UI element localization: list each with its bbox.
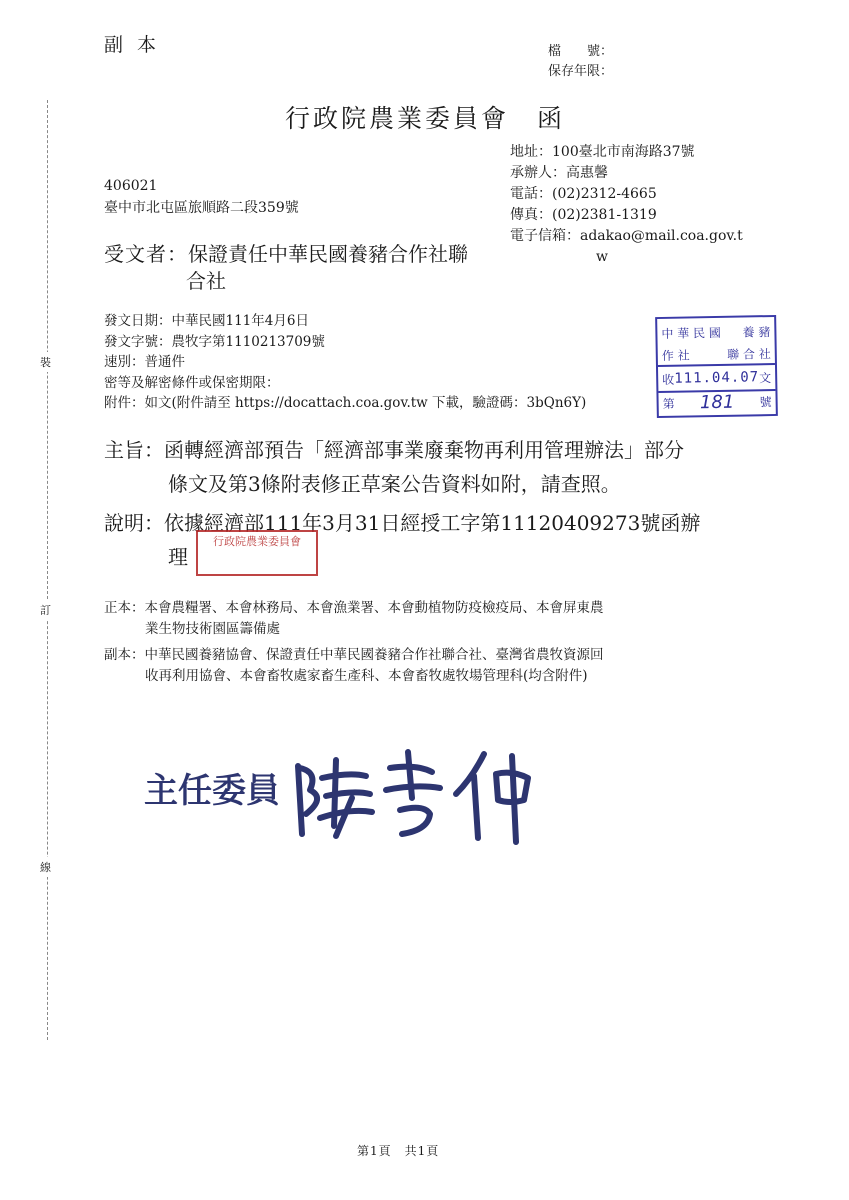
fax: 傳真：(02)2381-1319 (510, 207, 657, 223)
postal-code: 406021 (104, 178, 158, 194)
copy-recipients-line-1: 中華民國養豬協會、保證責任中華民國養豬合作社聯合社、臺灣省農牧資源回 (144, 647, 604, 663)
document-title: 行政院農業委員會 函 (285, 104, 566, 133)
email-line-1: 電子信箱：adakao@mail.coa.gov.t (510, 228, 743, 244)
copy-recipients-line-2: 收再利用協會、本會畜牧處家畜生產科、本會畜牧處牧場管理科(均含附件) (145, 668, 588, 684)
subject-line-1: 函轉經濟部預告「經濟部事業廢棄物再利用管理辦法」部分 (164, 438, 684, 462)
binding-mark-xian: 線 (40, 857, 51, 877)
street-address: 臺中市北屯區旅順路二段359號 (104, 200, 299, 216)
recipient-label: 受文者： (104, 242, 188, 266)
subject-label: 主旨： (104, 438, 164, 462)
stamp-no-label-right: 號 (759, 395, 772, 410)
handler: 承辦人：高惠馨 (510, 165, 608, 181)
explanation-label: 說明： (104, 511, 164, 535)
stamp-date: 111.04.07 (674, 369, 760, 387)
retention-label: 保存年限： (548, 64, 614, 79)
chairman-signature (140, 738, 560, 848)
stamp-org-bottom-left: 作 社 (661, 347, 690, 363)
document-meta (104, 311, 586, 414)
stamp-side-right: 文 (759, 370, 772, 385)
attachment: 附件：如文(附件請至 https://docattach.coa.gov.tw 下載，驗證碼：3bQn6Y) (104, 395, 587, 411)
signature-title: 主任委員 (144, 771, 280, 811)
copy-recipients-label: 副本： (104, 647, 145, 663)
binding-mark-ding: 訂 (40, 600, 51, 620)
stamp-org-right-top: 養 豬 (742, 324, 771, 340)
main-recipients-line-2: 業生物技術園區籌備處 (145, 621, 280, 637)
recipient-line-2: 合社 (186, 269, 226, 293)
issue-date: 發文日期：中華民國111年4月6日 (104, 313, 309, 329)
stamp-no-label-left: 第 (662, 396, 675, 411)
signature-name-strokes (298, 752, 528, 842)
seal-text: 行政院農業委員會 (213, 535, 301, 548)
sender-contact (510, 142, 780, 268)
received-stamp (655, 315, 778, 418)
subject-line-2: 條文及第3條附表修正草案公告資料如附，請查照。 (168, 472, 621, 496)
secrecy: 密等及解密條件或保密期限： (104, 374, 280, 391)
main-recipients-line-1: 本會農糧署、本會林務局、本會漁業署、本會動植物防疫檢疫局、本會屏東農 (144, 600, 604, 616)
sender-address: 地址：100臺北市南海路37號 (510, 144, 695, 160)
stamp-number: 181 (699, 391, 735, 414)
binding-mark-zhuang: 裝 (40, 352, 51, 372)
email-line-2: w (596, 249, 608, 265)
file-number-label: 檔 號： (548, 44, 614, 59)
subject (104, 433, 774, 501)
recipient (104, 241, 524, 295)
copy-mark: 副本 (104, 34, 171, 56)
page-footer: 第1頁 共1頁 (357, 1144, 440, 1158)
speed: 速別：普通件 (104, 354, 185, 370)
official-seal (196, 530, 318, 576)
recipient-line-1: 保證責任中華民國養豬合作社聯 (188, 242, 468, 266)
binding-line (47, 100, 49, 1040)
distribution (104, 598, 754, 687)
stamp-org-top: 中 華 民 國 (661, 325, 721, 341)
filing-info (548, 42, 613, 82)
explanation-line-1: 依據經濟部111年3月31日經授工字第11120409273號函辦 (164, 511, 701, 535)
main-recipients-label: 正本： (104, 600, 145, 616)
phone: 電話：(02)2312-4665 (510, 186, 657, 202)
stamp-side-left: 收 (662, 372, 675, 387)
explanation-line-2: 理 (168, 545, 188, 569)
stamp-org-bottom-right: 聯 合 社 (727, 346, 771, 362)
document-number: 發文字號：農牧字第1110213709號 (104, 333, 325, 350)
recipient-address (104, 175, 299, 219)
